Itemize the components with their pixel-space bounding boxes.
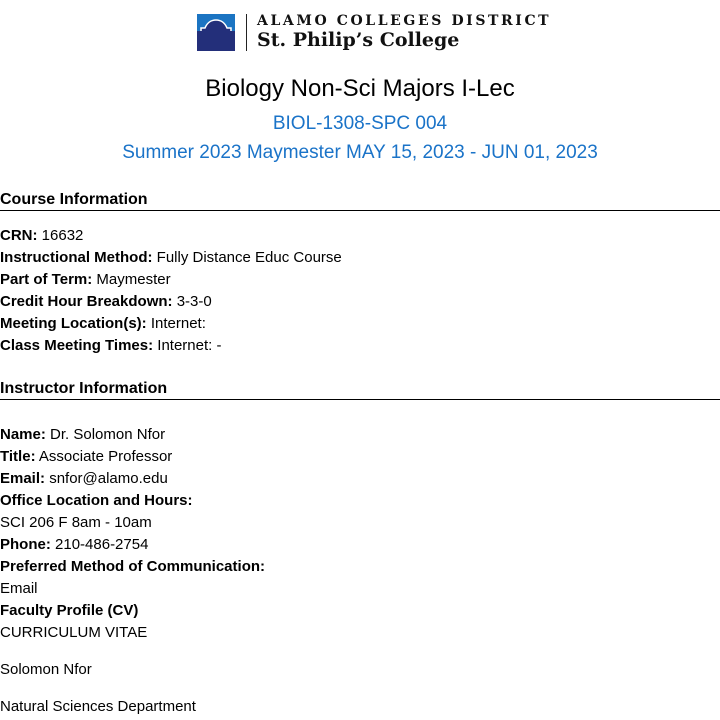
college-name: St. Philip’s College	[257, 29, 460, 51]
instructor-email: Email: snfor@alamo.edu	[0, 470, 168, 487]
college-logo	[197, 13, 551, 51]
info-row-part-of-term: Part of Term: Maymester	[0, 271, 171, 288]
info-row-crn: CRN: 16632	[0, 227, 84, 244]
email-link[interactable]: snfor@alamo.edu	[49, 470, 168, 487]
info-row-credit-hours: Credit Hour Breakdown: 3-3-0	[0, 293, 212, 310]
office-hours: SCI 206 F 8am - 10am	[0, 514, 152, 531]
course-title: Biology Non-Sci Majors I-Lec	[205, 75, 515, 102]
course-info-heading: Course Information	[0, 191, 720, 211]
cv-name: Solomon Nfor	[0, 661, 92, 678]
course-term: Summer 2023 Maymester MAY 15, 2023 - JUN 01, 2023	[122, 142, 598, 163]
info-row-meeting-times: Class Meeting Times: Internet: -	[0, 337, 222, 354]
instructor-phone: Phone: 210-486-2754	[0, 536, 149, 553]
instructor-name: Name: Dr. Solomon Nfor	[0, 426, 166, 443]
communication-label: Preferred Method of Communication:	[0, 558, 266, 575]
alamo-mission-icon	[197, 14, 235, 51]
instructor-info-heading: Instructor Information	[0, 380, 720, 400]
logo-divider	[246, 14, 247, 51]
instructor-title: Title: Associate Professor	[0, 448, 173, 465]
faculty-profile-label: Faculty Profile (CV)	[0, 602, 139, 619]
info-row-method: Instructional Method: Fully Distance Educ Course	[0, 249, 342, 266]
district-name: ALAMO COLLEGES DISTRICT	[257, 13, 552, 29]
cv-department: Natural Sciences Department	[0, 698, 196, 715]
info-row-location: Meeting Location(s): Internet:	[0, 315, 206, 332]
communication-method: Email	[0, 580, 38, 597]
course-code: BIOL-1308-SPC 004	[272, 113, 448, 134]
cv-heading: CURRICULUM VITAE	[0, 624, 148, 641]
office-label: Office Location and Hours:	[0, 492, 193, 509]
